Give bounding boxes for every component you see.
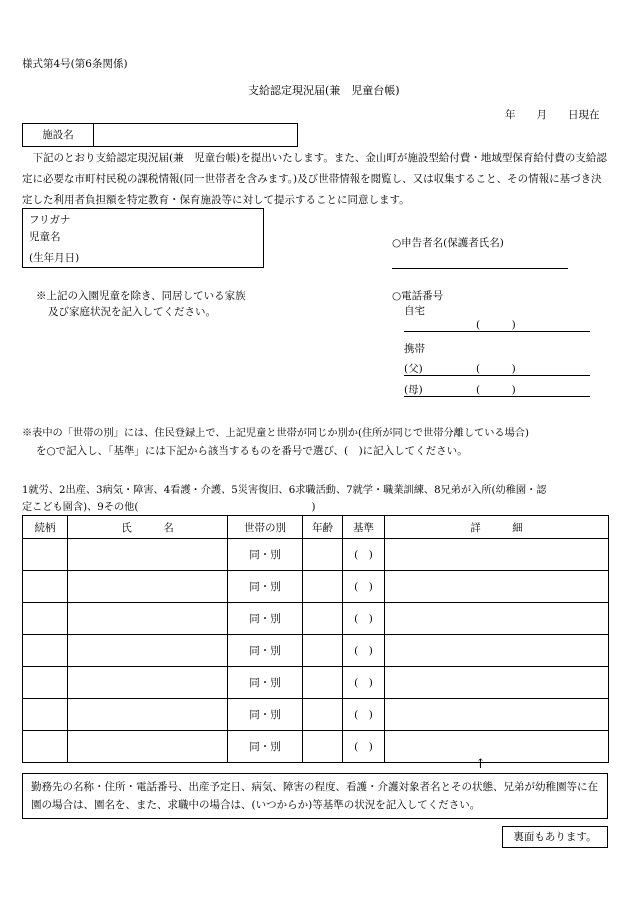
details-cell[interactable] [385,635,609,667]
table-header-row [23,516,609,539]
col-header-criteria: 基準 [343,516,385,539]
child-name-label: 児童名 [29,231,61,243]
age-cell[interactable] [303,635,343,667]
name-cell[interactable] [68,603,228,635]
detail-note-text: 勤務先の名称・住所・電話番号、出産予定日、病気、障害の程度、看護・介護対象者名とその状態、兄弟が幼稚園等に在園の場合は、園名を、また、求職中の場合は、(いつからか)等基準の状況を記入してください。 [31,781,598,811]
criteria-cell[interactable]: ( ) [343,731,385,763]
criteria-cell[interactable]: ( ) [343,571,385,603]
details-cell[interactable] [385,571,609,603]
table-row [23,731,609,763]
detail-note-box [22,773,608,819]
age-cell[interactable] [303,731,343,763]
criteria-line1: 1就労、2出産、3病気・障害、4看護・介護、5災害復旧、6求職活動、7就学・職業訓練、8兄弟が入所(幼稚園・認 [22,485,547,496]
col-header-name: 氏 名 [68,516,228,539]
name-cell[interactable] [68,635,228,667]
relation-cell[interactable] [23,667,68,699]
table-row [23,571,609,603]
facility-name-field[interactable] [22,123,298,147]
household-cell[interactable]: 同・別 [228,571,303,603]
name-cell[interactable] [68,571,228,603]
criteria-cell[interactable]: ( ) [343,539,385,571]
age-cell[interactable] [303,667,343,699]
household-cell[interactable]: 同・別 [228,635,303,667]
mother-phone-paren: ( ) [476,384,516,396]
table-row [23,539,609,571]
family-note-line1: ※上記の入園児童を除き、同居している家族 [36,290,246,302]
household-cell[interactable]: 同・別 [228,731,303,763]
relation-cell[interactable] [23,539,68,571]
table-row [23,635,609,667]
criteria-cell[interactable]: ( ) [343,635,385,667]
col-header-details: 詳 細 [385,516,609,539]
details-cell[interactable] [385,667,609,699]
form-title: 支給認定現況届(兼 児童台帳) [248,84,400,97]
relation-cell[interactable] [23,571,68,603]
details-cell[interactable] [385,603,609,635]
intro-paragraph: 下記のとおり支給認定現況届(兼 児童台帳)を提出いたします。また、金山町が施設型給付費・地域型保育給付費の支給認定に必要な市町村民税の課税情報(同一世帯者を含みます。)及び世帯情報を閲覧し、又は収集すること、その情報に基づき決定した利用者負担額を特定教育・保育施設等に対して提示することに同意します。 [22,152,607,206]
father-label: (父) [404,363,423,375]
name-cell[interactable] [68,539,228,571]
name-cell[interactable] [68,667,228,699]
age-cell[interactable] [303,699,343,731]
col-header-age: 年齢 [303,516,343,539]
table-row [23,699,609,731]
date-line: 年 月 日現在 [505,109,600,121]
details-cell[interactable] [385,731,609,763]
mother-phone-line[interactable] [404,396,590,397]
household-note-line2: を○で記入し、「基準」には下記から該当するものを番号で選び、( )に記入してください。 [36,445,468,457]
home-phone-label: 自宅 [404,305,425,317]
criteria-cell[interactable]: ( ) [343,667,385,699]
age-cell[interactable] [303,539,343,571]
mobile-label: 携帯 [404,343,425,355]
relation-cell[interactable] [23,635,68,667]
household-cell[interactable]: 同・別 [228,603,303,635]
family-table [22,515,609,763]
criteria-cell[interactable]: ( ) [343,699,385,731]
phone-label: ○電話番号 [392,290,444,302]
mother-label: (母) [404,384,423,396]
home-phone-paren: ( ) [476,319,516,331]
table-row [23,667,609,699]
details-cell[interactable] [385,699,609,731]
relation-cell[interactable] [23,603,68,635]
birthdate-label: (生年月日) [29,252,80,264]
back-note: 裏面もあります。 [502,826,608,848]
name-cell[interactable] [68,731,228,763]
household-cell[interactable]: 同・別 [228,539,303,571]
facility-label: 施設名 [23,124,94,146]
home-phone-line[interactable] [404,331,590,332]
age-cell[interactable] [303,603,343,635]
col-header-household: 世帯の別 [228,516,303,539]
criteria-cell[interactable]: ( ) [343,603,385,635]
age-cell[interactable] [303,571,343,603]
father-phone-line[interactable] [404,375,590,376]
criteria-line2: 定こども園含)、9その他( ) [22,502,316,513]
form-number: 様式第4号(第6条関係) [22,58,128,70]
family-note-line2: 及び家庭状況を記入してください。 [48,306,216,318]
household-cell[interactable]: 同・別 [228,667,303,699]
name-cell[interactable] [68,699,228,731]
relation-cell[interactable] [23,699,68,731]
details-cell[interactable] [385,539,609,571]
applicant-label: ○申告者名(保護者氏名) [392,237,504,249]
household-note-line1: ※表中の「世帯の別」には、住民登録上で、上記児童と世帯が同じか別か(住所が同じで世帯分離している場合) [22,428,529,439]
table-row [23,603,609,635]
child-info-box[interactable] [22,208,264,268]
household-cell[interactable]: 同・別 [228,699,303,731]
applicant-name-line[interactable] [392,268,568,269]
relation-cell[interactable] [23,731,68,763]
arrow-up-icon: ↑ [475,757,486,772]
furigana-label: フリガナ [29,214,71,226]
father-phone-paren: ( ) [476,363,516,375]
col-header-relation: 続柄 [23,516,68,539]
